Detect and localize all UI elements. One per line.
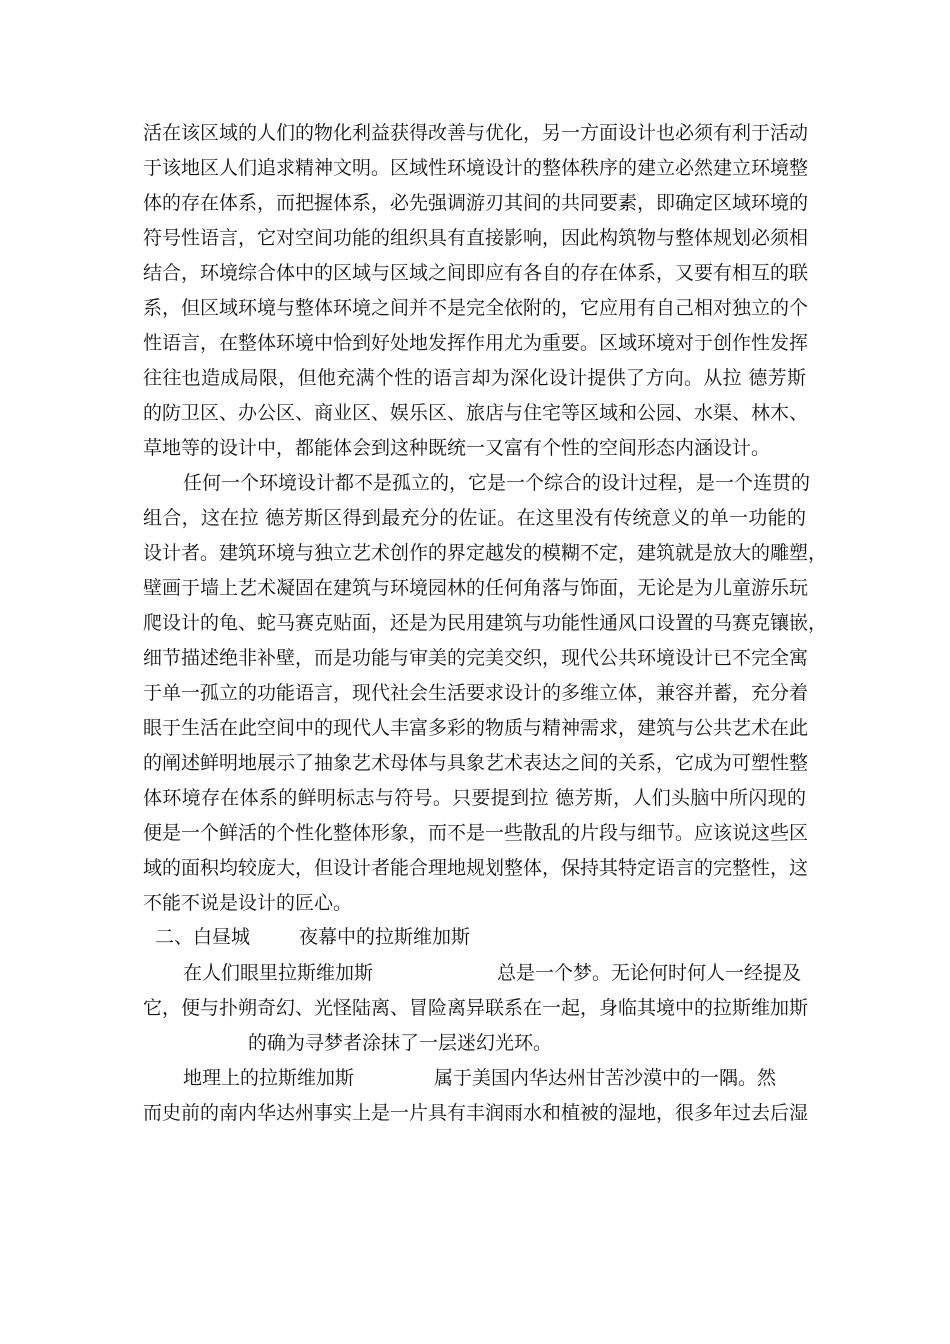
paragraph-1-line-8: 往往也造成局限，但他充满个性的语言却为深化设计提供了方向。从拉 德芳斯 (143, 367, 806, 389)
paragraph-1-line-1: 活在该区域的人们的物化利益获得改善与优化，另一方面设计也必须有利于活动 (143, 122, 809, 144)
paragraph-2-line-13: 不能不说是设计的匠心。 (143, 892, 353, 914)
paragraph-1-line-6: 系，但区域环境与整体环境之间并不是完全依附的，它应用有自己相对独立的个 (143, 297, 809, 319)
paragraph-4-line-1-b: 属于美国内华达州甘苦沙漠中的一隅。然 (434, 1067, 777, 1089)
paragraph-3-line-3: 的确为寻梦者涂抹了一层迷幻光环。 (248, 1032, 553, 1054)
paragraph-3-line-1-b: 总是一个梦。无论何时何人一经提及 (497, 962, 802, 984)
paragraph-3-line-2: 它，便与扑朔奇幻、光怪陆离、冒险离异联系在一起，身临其境中的拉斯维加斯 (143, 997, 809, 1019)
paragraph-2-line-10: 体环境存在体系的鲜明标志与符号。只要提到拉 德芳斯，人们头脑中所闪现的 (143, 787, 806, 809)
paragraph-2-line-5: 爬设计的龟、蛇马赛克贴面，还是为民用建筑与功能性通风口设置的马赛克镶嵌， (143, 612, 828, 634)
paragraph-2-line-11: 便是一个鲜活的个性化整体形象，而不是一些散乱的片段与细节。应该说这些区 (143, 822, 809, 844)
paragraph-1-line-4: 符号性语言，它对空间功能的组织具有直接影响，因此构筑物与整体规划必须相 (143, 227, 809, 249)
paragraph-2-line-6: 细节描述绝非补壁，而是功能与审美的完美交织，现代公共环境设计已不完全寓 (143, 647, 809, 669)
paragraph-2-line-3: 设计者。建筑环境与独立艺术创作的界定越发的模糊不定，建筑就是放大的雕塑， (143, 542, 828, 564)
section-heading-part-2: 夜幕中的拉斯维加斯 (299, 926, 471, 948)
paragraph-2-line-8: 眼于生活在此空间中的现代人丰富多彩的物质与精神需求，建筑与公共艺术在此 (143, 717, 809, 739)
paragraph-2-line-2: 组合，这在拉 德芳斯区得到最充分的佐证。在这里没有传统意义的单一功能的 (143, 507, 806, 529)
paragraph-2-line-9: 的阐述鲜明地展示了抽象艺术母体与具象艺术表达之间的关系，它成为可塑性整 (143, 752, 809, 774)
paragraph-2-line-4: 壁画于墙上艺术凝固在建筑与环境园林的任何角落与饰面，无论是为儿童游乐玩 (143, 577, 809, 599)
paragraph-1-line-2: 于该地区人们追求精神文明。区域性环境设计的整体秩序的建立必然建立环境整 (143, 157, 809, 179)
paragraph-3-line-1-a: 在人们眼里拉斯维加斯 (183, 962, 374, 984)
paragraph-2-line-1: 任何一个环境设计都不是孤立的，它是一个综合的设计过程，是一个连贯的 (183, 472, 811, 494)
paragraph-1-line-9: 的防卫区、办公区、商业区、娱乐区、旅店与住宅等区域和公园、水渠、林木、 (143, 402, 809, 424)
paragraph-1-line-10: 草地等的设计中，都能体会到这种既统一又富有个性的空间形态内涵设计。 (143, 437, 771, 459)
paragraph-2-line-7: 于单一孤立的功能语言，现代社会生活要求设计的多维立体，兼容并蓄，充分着 (143, 682, 809, 704)
paragraph-1-line-3: 体的存在体系，而把握体系，必先强调游刃其间的共同要素，即确定区域环境的 (143, 192, 809, 214)
paragraph-4-line-2: 而史前的南内华达州事实上是一片具有丰润雨水和植被的湿地，很多年过去后湿 (143, 1102, 809, 1124)
paragraph-1-line-7: 性语言，在整体环境中恰到好处地发挥作用尤为重要。区域环境对于创作性发挥 (143, 332, 809, 354)
paragraph-4-line-1-a: 地理上的拉斯维加斯 (183, 1067, 355, 1089)
paragraph-2-line-12: 域的面积均较庞大，但设计者能合理地规划整体，保持其特定语言的完整性，这 (143, 857, 809, 879)
paragraph-1-line-5: 结合，环境综合体中的区域与区域之间即应有各自的存在体系，又要有相互的联 (143, 262, 809, 284)
section-heading-part-1: 二、白昼城 (155, 926, 251, 948)
